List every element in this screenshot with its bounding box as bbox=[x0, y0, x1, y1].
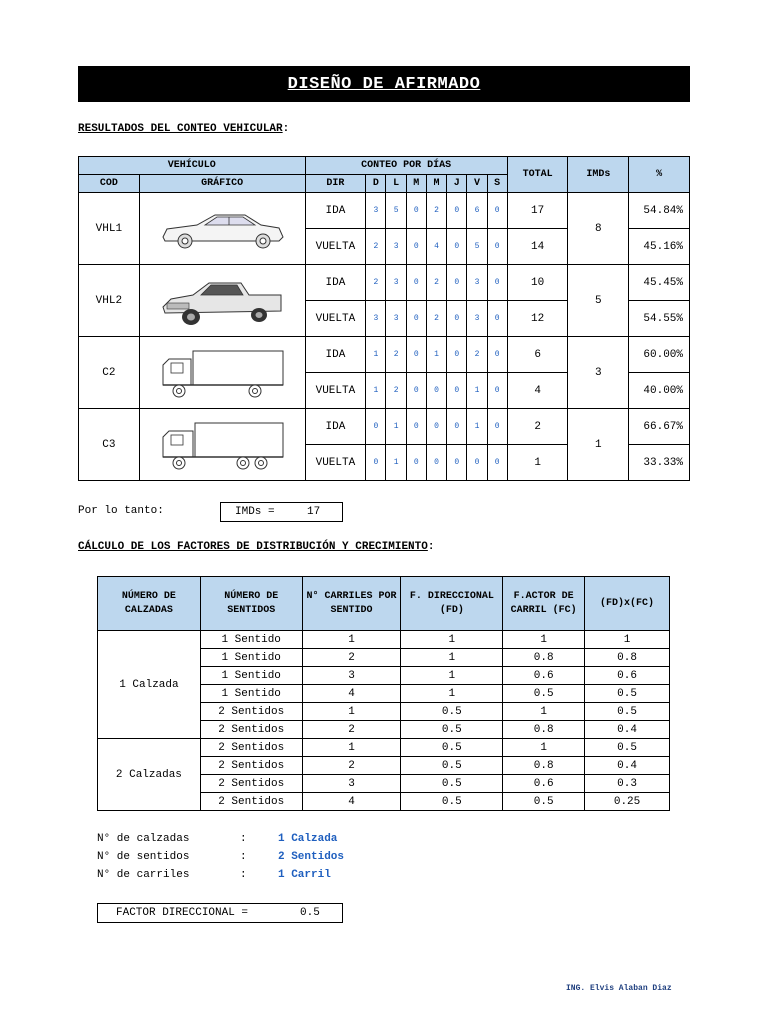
day-count-cell: 0 bbox=[487, 229, 507, 265]
pct-cell: 40.00% bbox=[629, 373, 690, 409]
factor-cell: 0.5 bbox=[401, 739, 503, 757]
day-count-cell: 1 bbox=[386, 409, 406, 445]
vehicle-cod: C3 bbox=[79, 409, 140, 481]
factor-cell: 2 Sentidos bbox=[200, 757, 302, 775]
header-dir: DIR bbox=[305, 175, 366, 193]
header-fd: F. DIRECCIONAL (FD) bbox=[401, 577, 503, 631]
factor-cell: 0.6 bbox=[503, 667, 585, 685]
factor-cell: 1 bbox=[401, 631, 503, 649]
factor-cell: 0.5 bbox=[401, 793, 503, 811]
dir-cell: VUELTA bbox=[305, 301, 366, 337]
day-count-cell: 0 bbox=[366, 409, 386, 445]
header-grafico: GRÁFICO bbox=[139, 175, 305, 193]
vehicle-cod: VHL2 bbox=[79, 265, 140, 337]
factor-cell: 0.5 bbox=[503, 793, 585, 811]
sedan-car-icon bbox=[139, 193, 305, 265]
header-calzadas: NÚMERO DE CALZADAS bbox=[98, 577, 201, 631]
day-count-cell: 3 bbox=[467, 265, 487, 301]
factor-cell: 1 bbox=[401, 685, 503, 703]
factor-value: 0.5 bbox=[300, 907, 320, 919]
vehicle-cod: C2 bbox=[79, 337, 140, 409]
pct-cell: 66.67% bbox=[629, 409, 690, 445]
factor-cell: 4 bbox=[302, 793, 401, 811]
day-count-cell: 0 bbox=[366, 445, 386, 481]
factor-cell: 1 bbox=[302, 739, 401, 757]
day-count-cell: 0 bbox=[406, 265, 426, 301]
day-count-cell: 2 bbox=[426, 265, 446, 301]
day-count-cell: 0 bbox=[487, 337, 507, 373]
dir-cell: IDA bbox=[305, 265, 366, 301]
factor-cell: 0.4 bbox=[585, 757, 670, 775]
factor-cell: 3 bbox=[302, 667, 401, 685]
day-count-cell: 3 bbox=[366, 193, 386, 229]
calzada-cell: 1 Calzada bbox=[98, 631, 201, 739]
day-count-cell: 0 bbox=[467, 445, 487, 481]
day-count-cell: 3 bbox=[467, 301, 487, 337]
day-count-cell: 0 bbox=[406, 301, 426, 337]
day-count-cell: 0 bbox=[406, 409, 426, 445]
factor-cell: 1 bbox=[503, 739, 585, 757]
factor-cell: 1 bbox=[503, 631, 585, 649]
factor-cell: 0.6 bbox=[503, 775, 585, 793]
header-vehiculo: VEHÍCULO bbox=[79, 157, 306, 175]
table-row bbox=[98, 631, 670, 649]
day-count-cell: 0 bbox=[487, 445, 507, 481]
total-cell: 17 bbox=[507, 193, 568, 229]
day-count-cell: 2 bbox=[386, 337, 406, 373]
imds-summary-box bbox=[220, 502, 343, 522]
day-count-cell: 1 bbox=[426, 337, 446, 373]
section-heading-factores: CÁLCULO DE LOS FACTORES DE DISTRIBUCIÓN Y CRECIMIENTO: bbox=[78, 541, 435, 553]
header-pct: % bbox=[629, 157, 690, 193]
header-day: M bbox=[426, 175, 446, 193]
day-count-cell: 0 bbox=[447, 265, 467, 301]
day-count-cell: 2 bbox=[467, 337, 487, 373]
factor-cell: 2 Sentidos bbox=[200, 721, 302, 739]
factor-cell: 2 bbox=[302, 757, 401, 775]
day-count-cell: 3 bbox=[386, 229, 406, 265]
header-day: S bbox=[487, 175, 507, 193]
header-cod: COD bbox=[79, 175, 140, 193]
table-row bbox=[98, 739, 670, 757]
pickup-truck-icon bbox=[139, 265, 305, 337]
total-cell: 10 bbox=[507, 265, 568, 301]
header-sentidos: NÚMERO DE SENTIDOS bbox=[200, 577, 302, 631]
day-count-cell: 0 bbox=[487, 265, 507, 301]
header-imds: IMDs bbox=[568, 157, 629, 193]
factor-cell: 1 bbox=[503, 703, 585, 721]
day-count-cell: 1 bbox=[366, 337, 386, 373]
day-count-cell: 0 bbox=[406, 337, 426, 373]
factor-cell: 1 Sentido bbox=[200, 667, 302, 685]
header-day: V bbox=[467, 175, 487, 193]
header-fc: F.ACTOR DE CARRIL (FC) bbox=[503, 577, 585, 631]
factor-cell: 0.5 bbox=[585, 703, 670, 721]
pct-cell: 60.00% bbox=[629, 337, 690, 373]
imds-summary-label: IMDs = bbox=[235, 506, 275, 518]
factor-cell: 2 bbox=[302, 649, 401, 667]
pct-cell: 45.45% bbox=[629, 265, 690, 301]
header-day: D bbox=[366, 175, 386, 193]
factor-cell: 0.4 bbox=[585, 721, 670, 739]
factor-cell: 1 Sentido bbox=[200, 649, 302, 667]
dir-cell: IDA bbox=[305, 409, 366, 445]
factor-cell: 1 bbox=[302, 703, 401, 721]
vehicle-cod: VHL1 bbox=[79, 193, 140, 265]
two-axle-truck-icon bbox=[139, 337, 305, 409]
pct-cell: 45.16% bbox=[629, 229, 690, 265]
summary-label: Por lo tanto: bbox=[78, 505, 164, 517]
day-count-cell: 0 bbox=[426, 373, 446, 409]
day-count-cell: 2 bbox=[426, 301, 446, 337]
factor-cell: 0.8 bbox=[503, 757, 585, 775]
title-bar bbox=[78, 66, 690, 102]
vehicle-count-table bbox=[78, 156, 690, 481]
pct-cell: 54.84% bbox=[629, 193, 690, 229]
imds-cell: 1 bbox=[568, 409, 629, 481]
day-count-cell: 0 bbox=[447, 409, 467, 445]
imds-cell: 5 bbox=[568, 265, 629, 337]
header-day: L bbox=[386, 175, 406, 193]
day-count-cell: 0 bbox=[447, 373, 467, 409]
day-count-cell: 0 bbox=[406, 373, 426, 409]
day-count-cell: 2 bbox=[366, 229, 386, 265]
factor-cell: 0.5 bbox=[401, 775, 503, 793]
day-count-cell: 3 bbox=[386, 265, 406, 301]
dir-cell: VUELTA bbox=[305, 229, 366, 265]
factor-cell: 2 Sentidos bbox=[200, 775, 302, 793]
day-count-cell: 0 bbox=[487, 373, 507, 409]
table-row bbox=[79, 193, 690, 229]
day-count-cell: 0 bbox=[447, 445, 467, 481]
header-conteo: CONTEO POR DÍAS bbox=[305, 157, 507, 175]
day-count-cell: 0 bbox=[426, 445, 446, 481]
imds-cell: 8 bbox=[568, 193, 629, 265]
day-count-cell: 0 bbox=[406, 445, 426, 481]
param-sentidos: N° de sentidos : 2 Sentidos bbox=[97, 851, 345, 863]
factor-cell: 0.8 bbox=[503, 721, 585, 739]
imds-summary-value: 17 bbox=[307, 506, 321, 518]
day-count-cell: 5 bbox=[386, 193, 406, 229]
factor-cell: 0.8 bbox=[503, 649, 585, 667]
day-count-cell: 2 bbox=[366, 265, 386, 301]
header-fdxfc: (FD)x(FC) bbox=[585, 577, 670, 631]
param-calzadas: N° de calzadas : 1 Calzada bbox=[97, 833, 338, 845]
factor-cell: 1 Sentido bbox=[200, 631, 302, 649]
factor-cell: 0.5 bbox=[401, 703, 503, 721]
dir-cell: VUELTA bbox=[305, 373, 366, 409]
param-carriles: N° de carriles : 1 Carril bbox=[97, 869, 331, 881]
page-title: DISEÑO DE AFIRMADO bbox=[287, 74, 481, 94]
day-count-cell: 0 bbox=[447, 229, 467, 265]
day-count-cell: 0 bbox=[487, 301, 507, 337]
factor-cell: 0.6 bbox=[585, 667, 670, 685]
factor-cell: 2 bbox=[302, 721, 401, 739]
factor-cell: 3 bbox=[302, 775, 401, 793]
factor-cell: 0.3 bbox=[585, 775, 670, 793]
factor-cell: 2 Sentidos bbox=[200, 703, 302, 721]
day-count-cell: 1 bbox=[366, 373, 386, 409]
factor-cell: 1 Sentido bbox=[200, 685, 302, 703]
day-count-cell: 0 bbox=[447, 301, 467, 337]
day-count-cell: 2 bbox=[386, 373, 406, 409]
day-count-cell: 0 bbox=[447, 337, 467, 373]
section-heading-conteo: RESULTADOS DEL CONTEO VEHICULAR: bbox=[78, 123, 290, 135]
day-count-cell: 3 bbox=[386, 301, 406, 337]
header-carriles: N° CARRILES POR SENTIDO bbox=[302, 577, 401, 631]
day-count-cell: 3 bbox=[366, 301, 386, 337]
day-count-cell: 4 bbox=[426, 229, 446, 265]
imds-cell: 3 bbox=[568, 337, 629, 409]
day-count-cell: 1 bbox=[386, 445, 406, 481]
factor-cell: 0.5 bbox=[585, 685, 670, 703]
factor-cell: 1 bbox=[401, 667, 503, 685]
factor-direccional-box bbox=[97, 903, 343, 923]
day-count-cell: 0 bbox=[487, 409, 507, 445]
factor-cell: 0.5 bbox=[585, 739, 670, 757]
three-axle-truck-icon bbox=[139, 409, 305, 481]
factor-cell: 4 bbox=[302, 685, 401, 703]
day-count-cell: 1 bbox=[467, 373, 487, 409]
pct-cell: 33.33% bbox=[629, 445, 690, 481]
total-cell: 4 bbox=[507, 373, 568, 409]
factor-cell: 1 bbox=[585, 631, 670, 649]
day-count-cell: 1 bbox=[467, 409, 487, 445]
factor-cell: 0.5 bbox=[401, 757, 503, 775]
factor-cell: 0.8 bbox=[585, 649, 670, 667]
factor-cell: 2 Sentidos bbox=[200, 739, 302, 757]
header-total: TOTAL bbox=[507, 157, 568, 193]
table-row bbox=[79, 337, 690, 373]
day-count-cell: 0 bbox=[447, 193, 467, 229]
total-cell: 12 bbox=[507, 301, 568, 337]
day-count-cell: 2 bbox=[426, 193, 446, 229]
day-count-cell: 0 bbox=[406, 193, 426, 229]
factor-cell: 1 bbox=[302, 631, 401, 649]
factor-cell: 0.5 bbox=[401, 721, 503, 739]
day-count-cell: 0 bbox=[426, 409, 446, 445]
day-count-cell: 0 bbox=[406, 229, 426, 265]
total-cell: 2 bbox=[507, 409, 568, 445]
dir-cell: VUELTA bbox=[305, 445, 366, 481]
factor-cell: 0.25 bbox=[585, 793, 670, 811]
author-footer: ING. Elvis Alaban Diaz bbox=[566, 984, 672, 993]
total-cell: 6 bbox=[507, 337, 568, 373]
total-cell: 1 bbox=[507, 445, 568, 481]
factors-table bbox=[97, 576, 670, 811]
header-day: J bbox=[447, 175, 467, 193]
header-day: M bbox=[406, 175, 426, 193]
factor-cell: 2 Sentidos bbox=[200, 793, 302, 811]
factor-cell: 0.5 bbox=[503, 685, 585, 703]
day-count-cell: 6 bbox=[467, 193, 487, 229]
dir-cell: IDA bbox=[305, 193, 366, 229]
factor-cell: 1 bbox=[401, 649, 503, 667]
dir-cell: IDA bbox=[305, 337, 366, 373]
day-count-cell: 0 bbox=[487, 193, 507, 229]
total-cell: 14 bbox=[507, 229, 568, 265]
pct-cell: 54.55% bbox=[629, 301, 690, 337]
day-count-cell: 5 bbox=[467, 229, 487, 265]
factor-label: FACTOR DIRECCIONAL = bbox=[116, 907, 249, 919]
calzada-cell: 2 Calzadas bbox=[98, 739, 201, 811]
table-row bbox=[79, 409, 690, 445]
table-row bbox=[79, 265, 690, 301]
